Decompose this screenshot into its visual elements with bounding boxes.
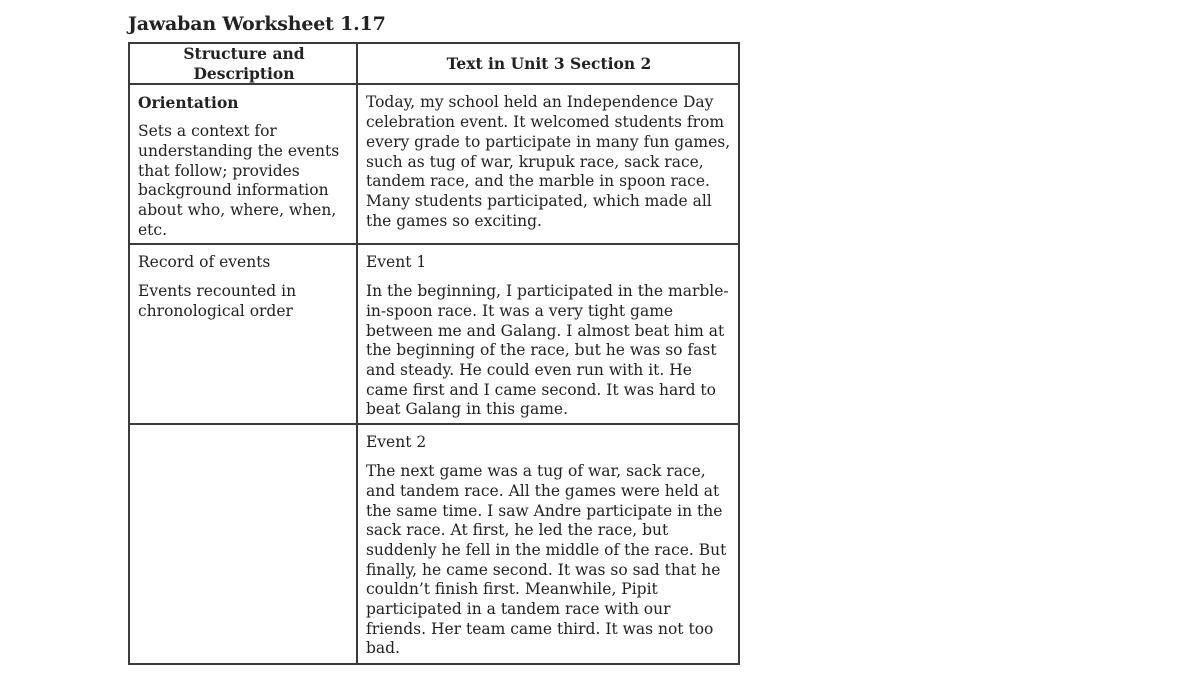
column-header-text: Text in Unit 3 Section 2 [357, 43, 739, 84]
text-paragraph: Today, my school held an Independence Day celebration event. It welcomed students from every grade to participate in many fun games, such as tug of war, krupuk race, sack race, tandem race, and the marble in spoon race. Many students participated, which made all the games so exciting. [365, 93, 731, 230]
structure-cell [129, 84, 357, 244]
text-paragraph: In the beginning, I participated in the marble-in-spoon race. It was a very tight game between me and Galang. I almost beat him at the beginning of the race, but he was so fast and steady. He could even run with it. He came first and I came second. It was hard to beat Galang in this game. [365, 282, 729, 419]
text-cell [357, 84, 739, 244]
text-paragraph: The next game was a tug of war, sack race, and tandem race. All the games were held at the same time. I saw Andre participate in the sack race. At first, he led the race, but suddenly he fell in the middle of the race. But finally, he came second. It was so sad that he couldn’t finish first. Meanwhile, Pipit participated in a tandem race with our friends. Her team came third. It was not too bad. [365, 462, 727, 658]
table-row-record-of-events [129, 244, 739, 424]
structure-cell-empty [129, 424, 357, 664]
structure-heading: Record of events [138, 253, 271, 272]
event-heading: Event 1 [365, 253, 427, 272]
structure-description: Events recounted in chronological order [138, 282, 297, 320]
structure-description: Sets a context for understanding the events that follow; provides background information about who, where, when, etc. [138, 122, 340, 239]
text-cell [357, 244, 739, 424]
table-header-row [129, 43, 739, 84]
table-row-orientation [129, 84, 739, 244]
structure-heading: Orientation [138, 93, 239, 113]
structure-cell [129, 244, 357, 424]
text-cell [357, 424, 739, 664]
column-header-structure: Structure and Description [129, 43, 357, 84]
worksheet-table [128, 42, 740, 665]
page-title: Jawaban Worksheet 1.17 [128, 13, 386, 35]
table-row-event-2 [129, 424, 739, 664]
event-heading: Event 2 [365, 433, 427, 452]
